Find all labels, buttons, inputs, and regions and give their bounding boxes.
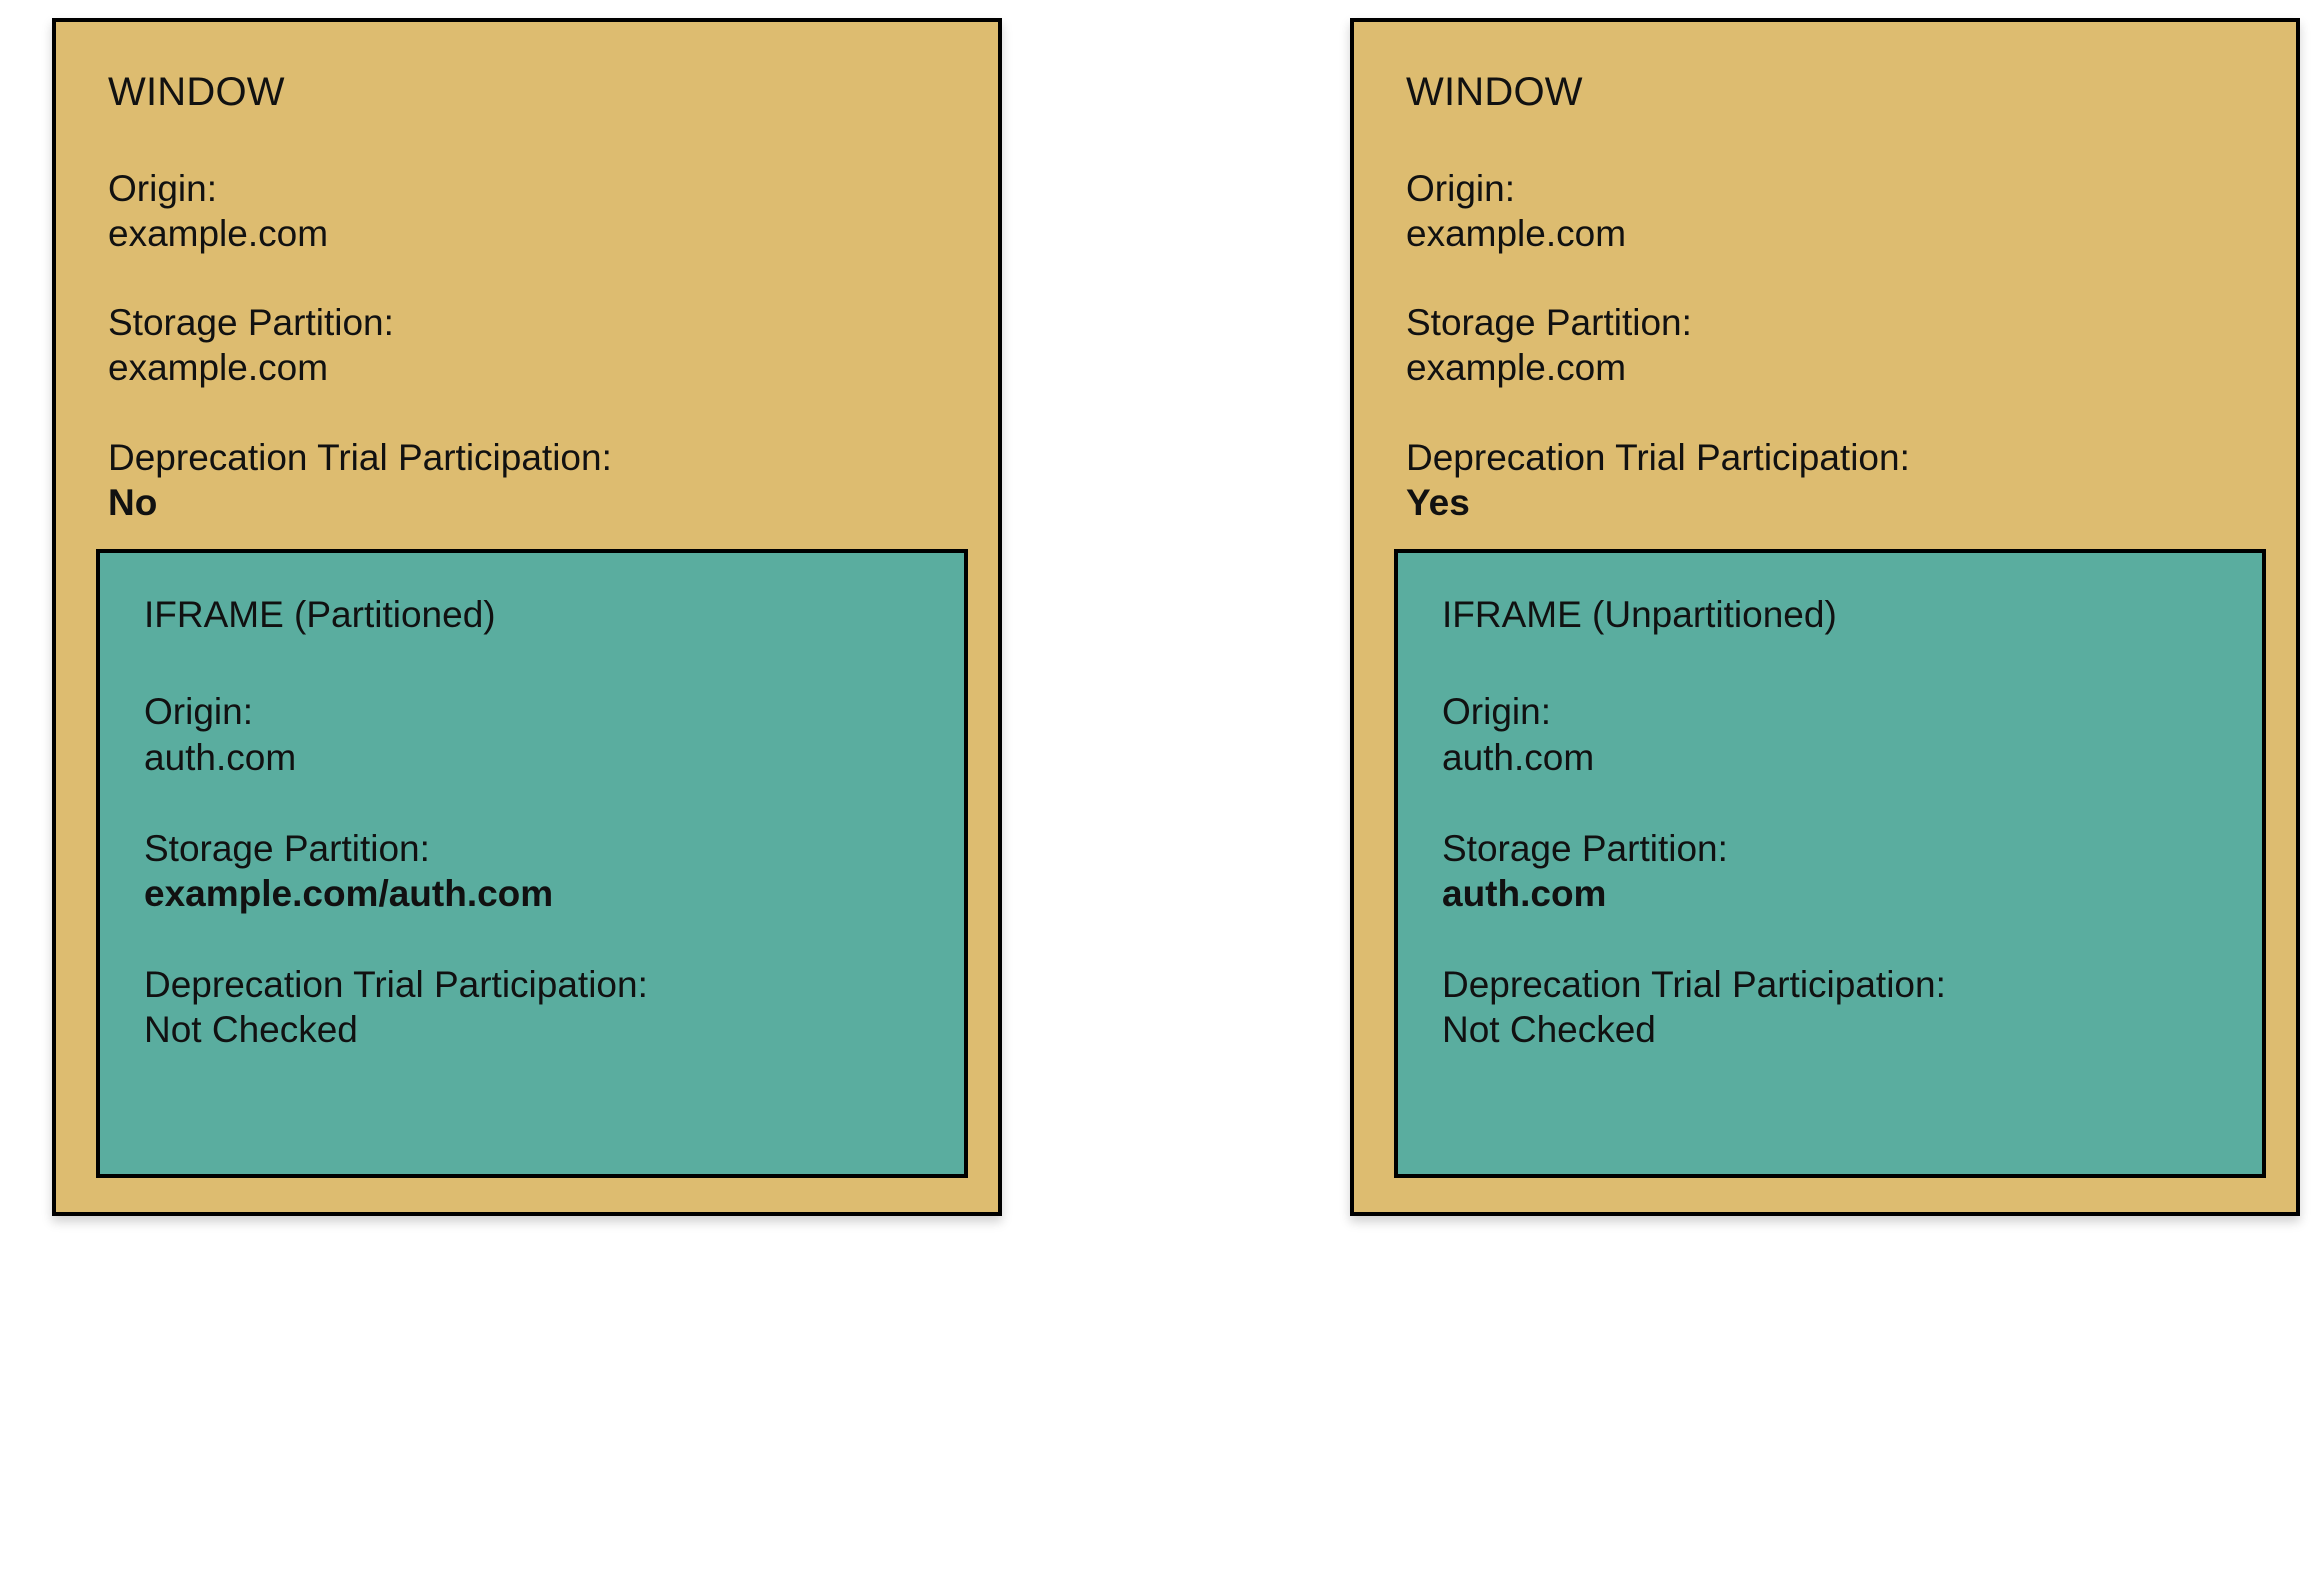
field-label: Storage Partition: <box>108 302 394 344</box>
field-value: example.com <box>108 347 329 389</box>
window-panel-unpartitioned <box>1350 18 2300 1216</box>
field-label: Origin: <box>144 691 253 733</box>
iframe-field-deprecation-trial <box>1442 962 2222 1052</box>
field-label: Deprecation Trial Participation: <box>1406 436 1910 478</box>
iframe-title: IFRAME (Unpartitioned) <box>1442 593 1837 635</box>
field-value: auth.com <box>144 736 297 778</box>
field-label: Origin: <box>1406 168 1515 209</box>
iframe-bottom-spacer <box>144 1098 924 1128</box>
window-field-deprecation-trial <box>1406 435 2250 525</box>
iframe-field-origin <box>1442 689 2222 779</box>
field-label: Deprecation Trial Participation: <box>1442 963 1946 1005</box>
field-label: Origin: <box>1442 691 1551 733</box>
iframe-panel-unpartitioned <box>1394 549 2266 1178</box>
field-label: Deprecation Trial Participation: <box>144 963 648 1005</box>
field-value: example.com <box>1406 347 1627 389</box>
iframe-bottom-spacer <box>1442 1098 2222 1128</box>
field-value: auth.com <box>1442 872 1607 914</box>
window-content <box>56 70 998 525</box>
field-value: example.com <box>1406 213 1627 255</box>
field-label: Storage Partition: <box>144 827 430 869</box>
window-content <box>1354 70 2296 525</box>
field-label: Deprecation Trial Participation: <box>108 436 612 478</box>
field-value: Yes <box>1406 481 1470 523</box>
iframe-panel-partitioned <box>96 549 968 1178</box>
field-label: Origin: <box>108 168 217 209</box>
field-value: No <box>108 481 158 523</box>
field-value: auth.com <box>1442 736 1595 778</box>
window-field-storage-partition <box>1406 300 2250 390</box>
window-field-origin <box>1406 166 2250 256</box>
window-title: WINDOW <box>1406 70 1583 114</box>
field-label: Storage Partition: <box>1406 302 1692 344</box>
iframe-field-deprecation-trial <box>144 962 924 1052</box>
window-title: WINDOW <box>108 70 285 114</box>
field-value: example.com/auth.com <box>144 872 554 914</box>
iframe-field-storage-partition <box>144 826 924 916</box>
field-label: Storage Partition: <box>1442 827 1728 869</box>
field-value: Not Checked <box>144 1009 358 1051</box>
iframe-title: IFRAME (Partitioned) <box>144 593 496 635</box>
window-field-storage-partition <box>108 300 952 390</box>
window-field-origin <box>108 166 952 256</box>
field-value: Not Checked <box>1442 1009 1656 1051</box>
window-field-deprecation-trial <box>108 435 952 525</box>
iframe-field-storage-partition <box>1442 826 2222 916</box>
iframe-field-origin <box>144 689 924 779</box>
window-panel-partitioned <box>52 18 1002 1216</box>
field-value: example.com <box>108 213 329 255</box>
